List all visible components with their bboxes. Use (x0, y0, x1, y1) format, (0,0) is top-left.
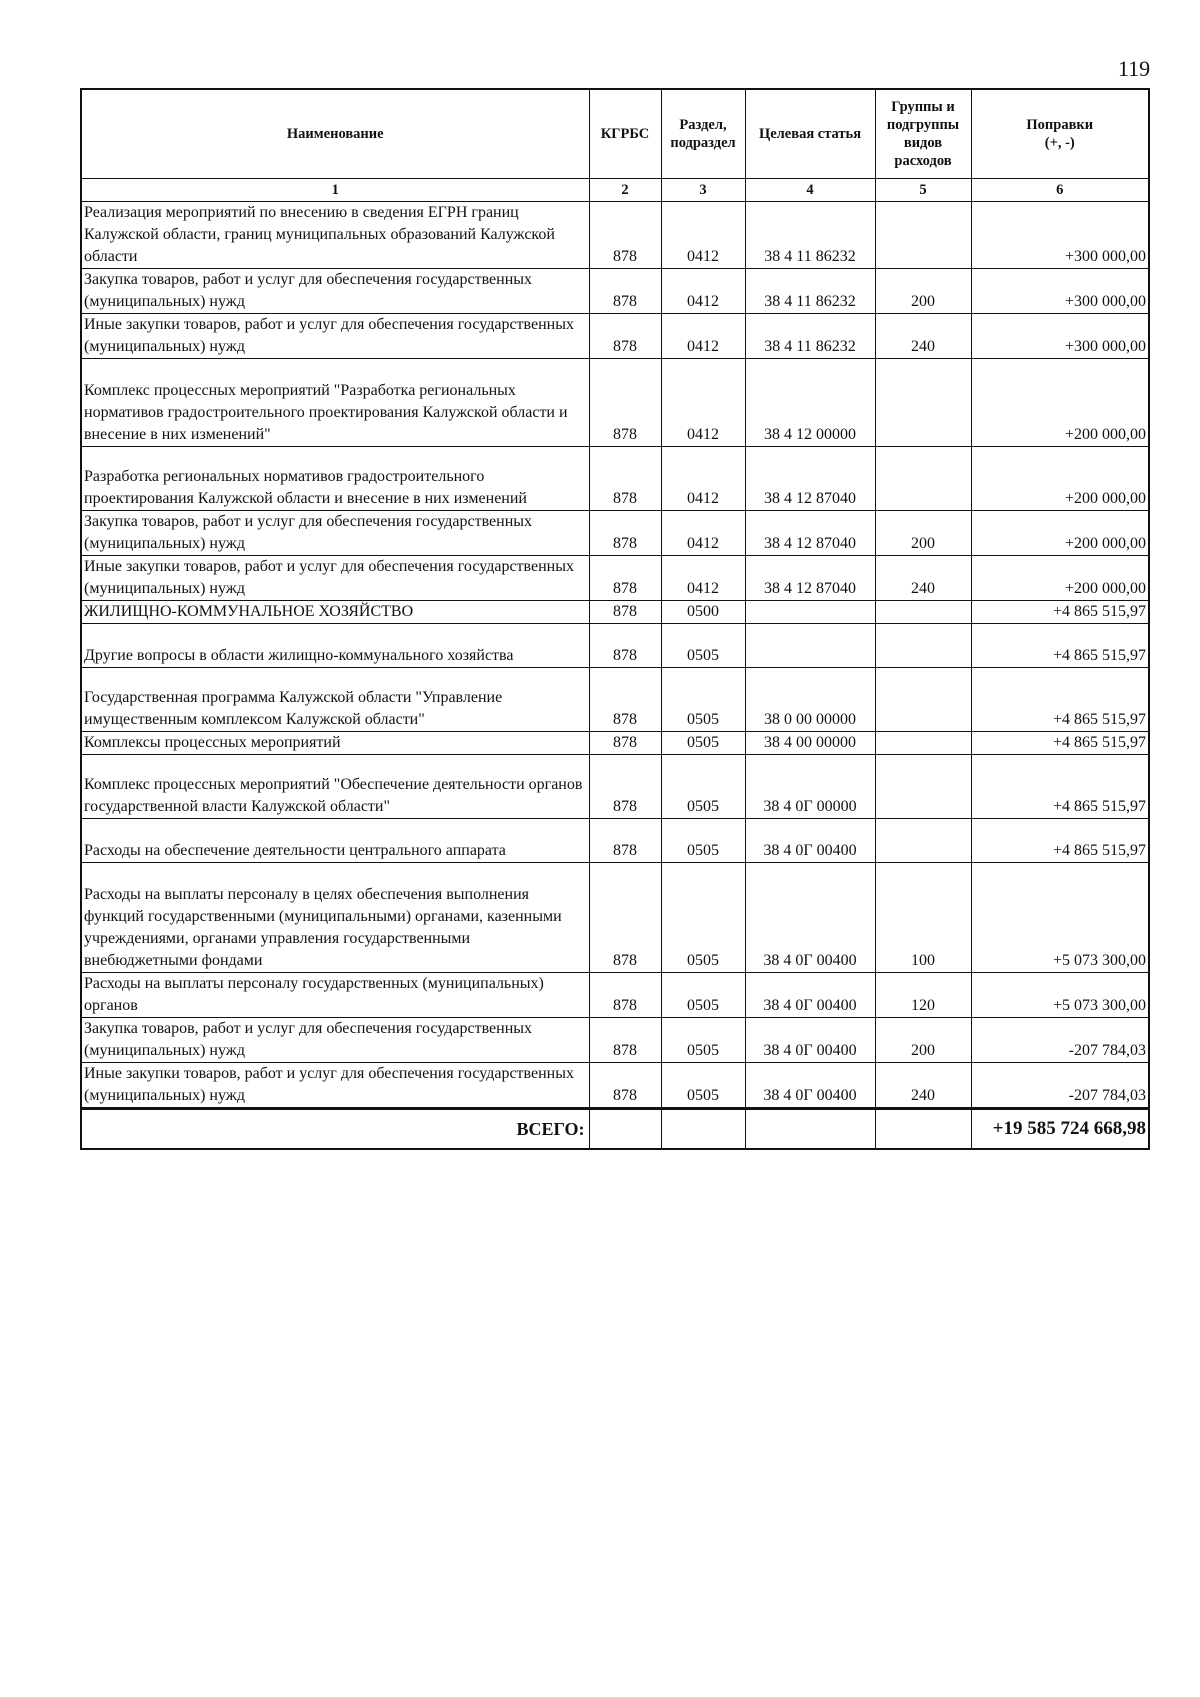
row-name: Комплексы процессных мероприятий (81, 732, 589, 755)
row-kgrbs: 878 (589, 1063, 661, 1109)
row-target: 38 4 0Г 00400 (745, 1018, 875, 1063)
row-group (875, 819, 971, 863)
row-name: Комплекс процессных мероприятий "Обеспечение деятельности органов государственной власти Калужской области" (81, 755, 589, 819)
row-kgrbs: 878 (589, 269, 661, 314)
row-group (875, 624, 971, 668)
header-name: Наименование (81, 89, 589, 179)
row-name: Закупка товаров, работ и услуг для обеспечения государственных (муниципальных) нужд (81, 1018, 589, 1063)
header-target: Целевая статья (745, 89, 875, 179)
row-amount: +300 000,00 (971, 314, 1149, 359)
table-header-row (81, 89, 1149, 179)
row-kgrbs: 878 (589, 359, 661, 447)
row-kgrbs: 878 (589, 556, 661, 601)
row-group (875, 668, 971, 732)
header-groups-line3: видов (903, 135, 943, 151)
row-name: Разработка региональных нормативов градостроительного проектирования Калужской области и внесение в них изменений (81, 447, 589, 511)
row-kgrbs: 878 (589, 447, 661, 511)
table-row (81, 269, 1149, 314)
row-amount: -207 784,03 (971, 1018, 1149, 1063)
row-section: 0505 (661, 973, 745, 1018)
row-section: 0505 (661, 755, 745, 819)
row-group: 240 (875, 314, 971, 359)
row-target: 38 0 00 00000 (745, 668, 875, 732)
row-kgrbs: 878 (589, 973, 661, 1018)
row-kgrbs: 878 (589, 314, 661, 359)
row-group (875, 447, 971, 511)
total-amount: +19 585 724 668,98 (971, 1109, 1149, 1150)
header-amendments (971, 89, 1149, 179)
row-name: Закупка товаров, работ и услуг для обеспечения государственных (муниципальных) нужд (81, 511, 589, 556)
row-amount: +200 000,00 (971, 556, 1149, 601)
column-number: 2 (589, 179, 661, 202)
row-section: 0505 (661, 668, 745, 732)
row-name: Расходы на обеспечение деятельности центрального аппарата (81, 819, 589, 863)
row-target: 38 4 11 86232 (745, 202, 875, 269)
row-section: 0412 (661, 556, 745, 601)
total-empty-cell (745, 1109, 875, 1150)
row-name: ЖИЛИЩНО-КОММУНАЛЬНОЕ ХОЗЯЙСТВО (81, 601, 589, 624)
row-section: 0500 (661, 601, 745, 624)
budget-amendments-table (80, 88, 1150, 1150)
row-amount: +4 865 515,97 (971, 755, 1149, 819)
column-number: 4 (745, 179, 875, 202)
row-name: Комплекс процессных мероприятий "Разработка региональных нормативов градостроительного проектирования Калужской области и внесение в них изменений" (81, 359, 589, 447)
total-row (81, 1109, 1149, 1150)
header-amend-line2: (+, -) (1044, 135, 1075, 151)
row-section: 0412 (661, 202, 745, 269)
row-kgrbs: 878 (589, 624, 661, 668)
table-row (81, 973, 1149, 1018)
row-amount: +200 000,00 (971, 447, 1149, 511)
row-section: 0505 (661, 1018, 745, 1063)
header-amend-line1: Поправки (1026, 117, 1094, 133)
table-body (81, 202, 1149, 1109)
header-groups-line2: подгруппы (886, 117, 960, 133)
row-target (745, 601, 875, 624)
total-empty-cell (661, 1109, 745, 1150)
column-number: 5 (875, 179, 971, 202)
row-section: 0505 (661, 732, 745, 755)
row-target (745, 624, 875, 668)
row-kgrbs: 878 (589, 819, 661, 863)
row-name: Расходы на выплаты персоналу в целях обеспечения выполнения функций государственными (муниципальными) органами, казенными учреждениями, органами управления государственными внебюджетными фондами (81, 863, 589, 973)
row-target: 38 4 12 87040 (745, 556, 875, 601)
table-row (81, 1018, 1149, 1063)
column-number: 1 (81, 179, 589, 202)
row-group: 100 (875, 863, 971, 973)
row-kgrbs: 878 (589, 668, 661, 732)
row-target: 38 4 12 87040 (745, 447, 875, 511)
page-number: 119 (1118, 56, 1151, 81)
row-target: 38 4 0Г 00400 (745, 863, 875, 973)
table-row (81, 668, 1149, 732)
row-target: 38 4 0Г 00400 (745, 973, 875, 1018)
row-target: 38 4 11 86232 (745, 269, 875, 314)
table-row (81, 732, 1149, 755)
total-label: ВСЕГО: (81, 1109, 589, 1150)
header-kgrbs: КГРБС (589, 89, 661, 179)
row-kgrbs: 878 (589, 511, 661, 556)
row-group: 200 (875, 269, 971, 314)
table-row (81, 755, 1149, 819)
table-row (81, 819, 1149, 863)
header-section-line2: подраздел (670, 135, 736, 151)
table-row (81, 314, 1149, 359)
column-number: 3 (661, 179, 745, 202)
row-target: 38 4 0Г 00000 (745, 755, 875, 819)
row-name: Иные закупки товаров, работ и услуг для обеспечения государственных (муниципальных) нужд (81, 1063, 589, 1109)
row-kgrbs: 878 (589, 601, 661, 624)
table-row (81, 202, 1149, 269)
row-name: Иные закупки товаров, работ и услуг для обеспечения государственных (муниципальных) нужд (81, 556, 589, 601)
header-section (661, 89, 745, 179)
row-section: 0505 (661, 863, 745, 973)
row-kgrbs: 878 (589, 755, 661, 819)
row-name: Расходы на выплаты персоналу государственных (муниципальных) органов (81, 973, 589, 1018)
row-group: 240 (875, 556, 971, 601)
row-name: Другие вопросы в области жилищно-коммунального хозяйства (81, 624, 589, 668)
row-target: 38 4 12 87040 (745, 511, 875, 556)
row-amount: +4 865 515,97 (971, 624, 1149, 668)
row-amount: +300 000,00 (971, 269, 1149, 314)
header-groups (875, 89, 971, 179)
table-row (81, 556, 1149, 601)
header-groups-line1: Группы и (891, 99, 955, 115)
total-empty-cell (875, 1109, 971, 1150)
row-amount: +200 000,00 (971, 511, 1149, 556)
row-amount: -207 784,03 (971, 1063, 1149, 1109)
row-kgrbs: 878 (589, 732, 661, 755)
row-amount: +4 865 515,97 (971, 601, 1149, 624)
row-section: 0412 (661, 447, 745, 511)
row-group: 200 (875, 1018, 971, 1063)
row-group: 200 (875, 511, 971, 556)
row-name: Закупка товаров, работ и услуг для обеспечения государственных (муниципальных) нужд (81, 269, 589, 314)
row-kgrbs: 878 (589, 202, 661, 269)
table-row (81, 601, 1149, 624)
column-number: 6 (971, 179, 1149, 202)
row-group: 240 (875, 1063, 971, 1109)
table-row (81, 511, 1149, 556)
column-number-row (81, 179, 1149, 202)
row-target: 38 4 0Г 00400 (745, 1063, 875, 1109)
row-section: 0505 (661, 1063, 745, 1109)
row-amount: +4 865 515,97 (971, 668, 1149, 732)
row-group (875, 755, 971, 819)
total-empty-cell (589, 1109, 661, 1150)
row-group (875, 202, 971, 269)
row-amount: +4 865 515,97 (971, 732, 1149, 755)
table-row (81, 447, 1149, 511)
row-section: 0412 (661, 314, 745, 359)
row-section: 0412 (661, 359, 745, 447)
row-amount: +5 073 300,00 (971, 863, 1149, 973)
row-group (875, 359, 971, 447)
row-kgrbs: 878 (589, 863, 661, 973)
row-section: 0412 (661, 511, 745, 556)
row-amount: +200 000,00 (971, 359, 1149, 447)
row-group (875, 601, 971, 624)
row-target: 38 4 00 00000 (745, 732, 875, 755)
row-name: Реализация мероприятий по внесению в сведения ЕГРН границ Калужской области, границ муниципальных образований Калужской области (81, 202, 589, 269)
row-section: 0505 (661, 819, 745, 863)
row-amount: +300 000,00 (971, 202, 1149, 269)
row-group: 120 (875, 973, 971, 1018)
row-target: 38 4 11 86232 (745, 314, 875, 359)
header-section-line1: Раздел, (679, 117, 727, 133)
table-row (81, 624, 1149, 668)
table-row (81, 1063, 1149, 1109)
row-section: 0505 (661, 624, 745, 668)
row-section: 0412 (661, 269, 745, 314)
row-name: Государственная программа Калужской области "Управление имущественным комплексом Калужской области" (81, 668, 589, 732)
table-row (81, 359, 1149, 447)
row-group (875, 732, 971, 755)
row-target: 38 4 0Г 00400 (745, 819, 875, 863)
row-kgrbs: 878 (589, 1018, 661, 1063)
row-amount: +4 865 515,97 (971, 819, 1149, 863)
row-target: 38 4 12 00000 (745, 359, 875, 447)
row-name: Иные закупки товаров, работ и услуг для обеспечения государственных (муниципальных) нужд (81, 314, 589, 359)
table-row (81, 863, 1149, 973)
header-groups-line4: расходов (894, 153, 952, 169)
row-amount: +5 073 300,00 (971, 973, 1149, 1018)
